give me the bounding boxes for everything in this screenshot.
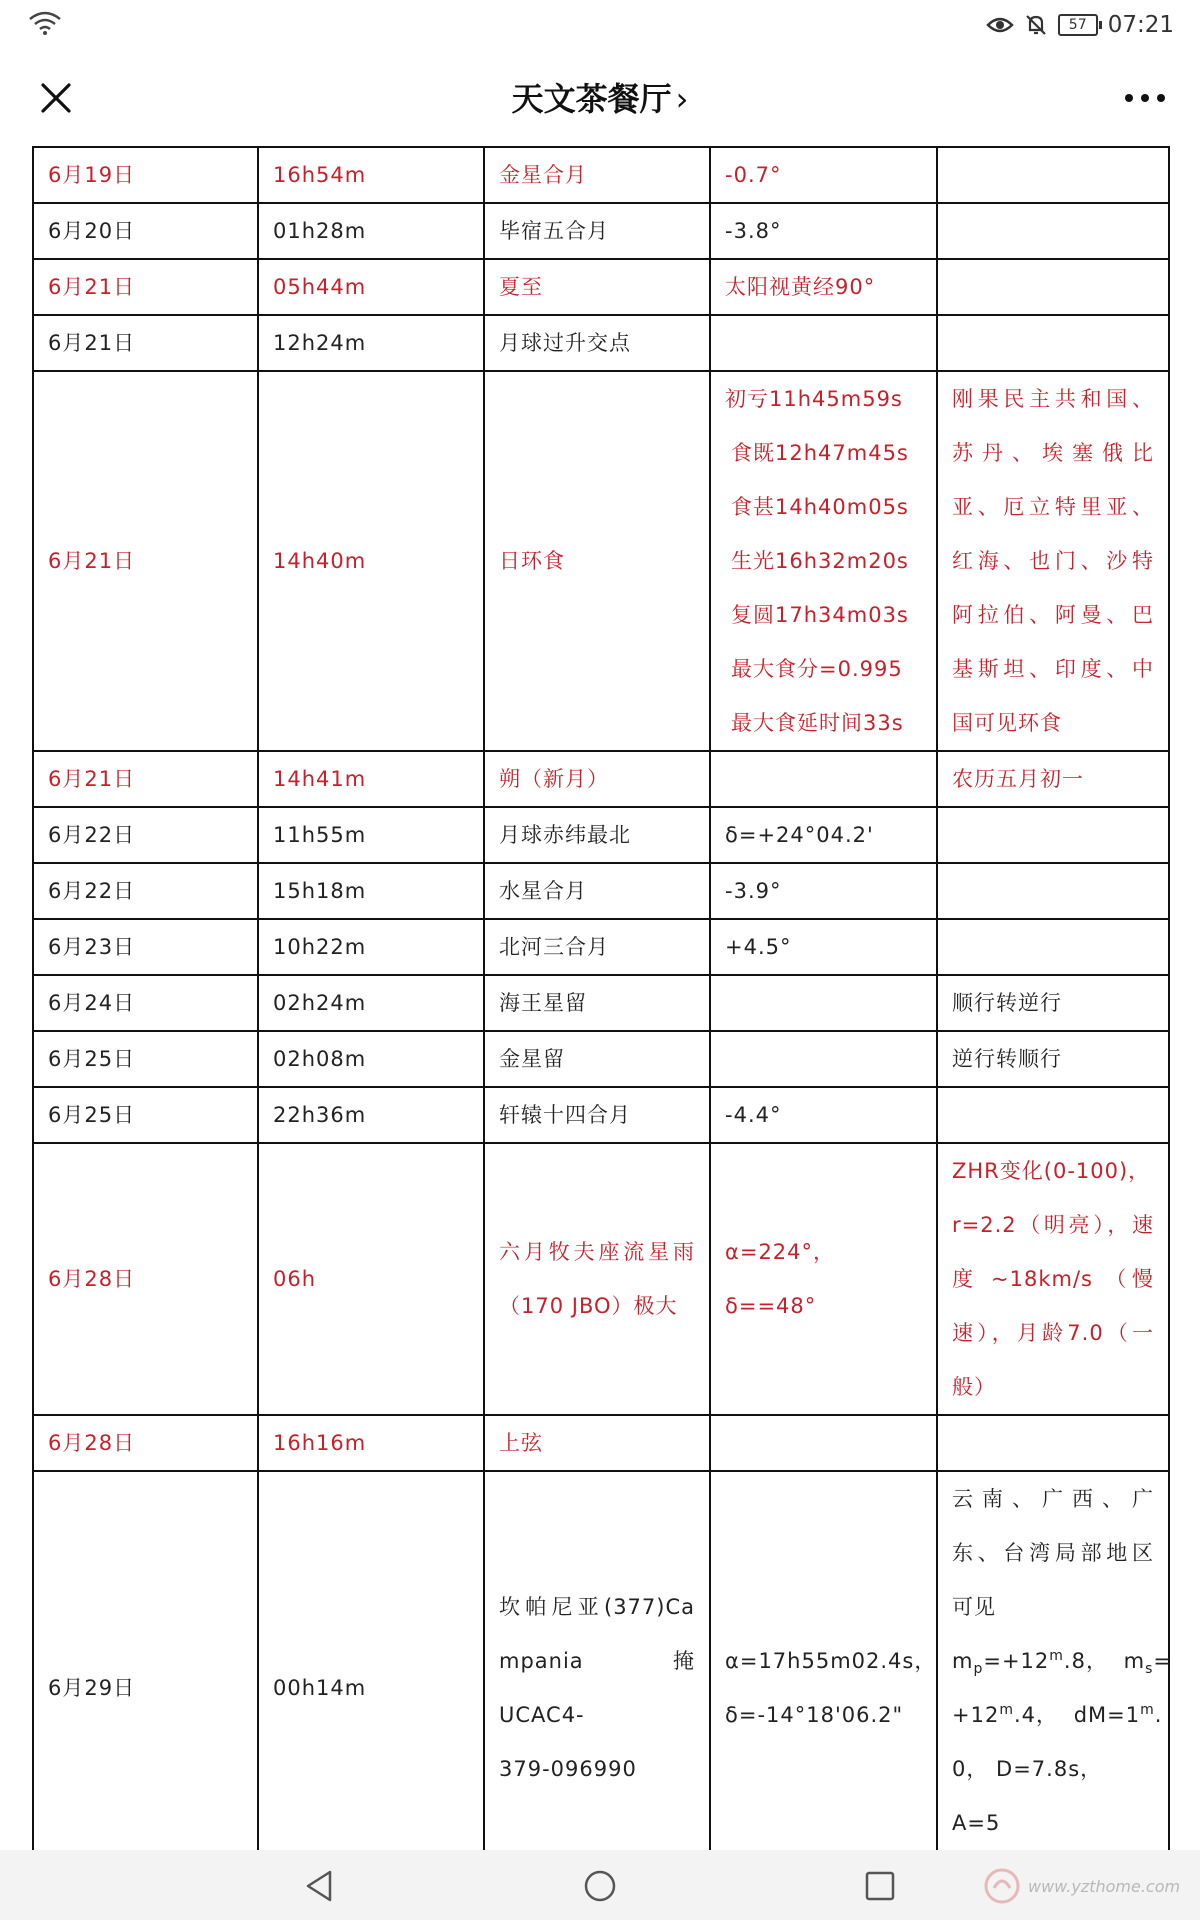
data-line: 初亏11h45m59s — [725, 387, 903, 411]
note-cell — [937, 1471, 1173, 1905]
note-cell — [937, 371, 1169, 751]
data-cell: -3.9° — [710, 863, 937, 919]
note-cell — [937, 203, 1169, 259]
time-cell: 05h44m — [258, 259, 484, 315]
data-cell — [710, 1471, 937, 1905]
table-row — [33, 315, 1169, 371]
time-cell: 00h14m — [258, 1471, 484, 1905]
data-line: δ=-14°18'06.2" — [725, 1703, 904, 1727]
data-cell — [710, 1415, 937, 1471]
note-cell: 农历五月初一 — [937, 751, 1169, 807]
note-line: 刚果民主共和国、 — [952, 387, 1154, 411]
battery-icon: 57 — [1058, 14, 1098, 36]
note-cell: 顺行转逆行 — [937, 975, 1169, 1031]
date-cell: 6月23日 — [33, 919, 258, 975]
data-line: 复圆17h34m03s — [731, 603, 909, 627]
data-line: 最大食分=0.995 — [731, 657, 903, 681]
note-cell — [937, 1087, 1169, 1143]
time-cell: 14h41m — [258, 751, 484, 807]
data-cell — [710, 975, 937, 1031]
table-row — [33, 1415, 1169, 1471]
note-cell: 逆行转顺行 — [937, 1031, 1169, 1087]
eye-icon — [986, 15, 1014, 35]
note-line: 红海、也门、沙特 — [952, 549, 1154, 573]
data-cell — [710, 315, 937, 371]
event-line: 六月牧夫座流星雨 — [499, 1240, 695, 1264]
event-cell: 轩辕十四合月 — [484, 1087, 710, 1143]
event-cell: 日环食 — [484, 371, 710, 751]
page-title[interactable] — [0, 74, 1200, 120]
table-row — [33, 751, 1169, 807]
time-cell: 10h22m — [258, 919, 484, 975]
bell-off-icon — [1024, 13, 1048, 37]
time-cell: 16h54m — [258, 147, 484, 203]
event-cell: 上弦 — [484, 1415, 710, 1471]
date-cell: 6月29日 — [33, 1471, 258, 1905]
note-line: ZHR变化(0-100)， — [952, 1159, 1151, 1183]
table-row — [33, 203, 1169, 259]
table-row — [33, 807, 1169, 863]
data-cell: -4.4° — [710, 1087, 937, 1143]
note-line: 阿拉伯、阿曼、巴 — [952, 603, 1154, 627]
date-cell: 6月19日 — [33, 147, 258, 203]
table-row — [33, 1471, 1169, 1905]
event-cell: 朔（新月） — [484, 751, 710, 807]
time-cell: 15h18m — [258, 863, 484, 919]
event-cell: 北河三合月 — [484, 919, 710, 975]
article-content[interactable] — [32, 146, 1173, 1850]
table-row — [33, 1087, 1169, 1143]
data-cell: α=224°，δ==48° — [710, 1143, 937, 1415]
time-cell: 22h36m — [258, 1087, 484, 1143]
data-line: 最大食延时间33s — [731, 711, 904, 735]
date-cell: 6月24日 — [33, 975, 258, 1031]
data-line: 生光16h32m20s — [731, 549, 909, 573]
note-line: 亚、厄立特里亚、 — [952, 495, 1154, 519]
event-line: 379-096990 — [499, 1757, 637, 1781]
event-cell — [484, 1143, 710, 1415]
watermark-logo-icon — [982, 1866, 1022, 1906]
back-triangle-icon[interactable] — [298, 1864, 342, 1908]
note-line-magnitudes: $m_p=+12^m.8$， $m_s=$ — [952, 1648, 1173, 1678]
date-cell: 6月21日 — [33, 259, 258, 315]
table-row — [33, 863, 1169, 919]
time-cell: 12h24m — [258, 315, 484, 371]
date-cell: 6月21日 — [33, 315, 258, 371]
data-cell — [710, 751, 937, 807]
data-line: α=17h55m02.4s， — [725, 1649, 937, 1673]
event-cell: 月球赤纬最北 — [484, 807, 710, 863]
time-cell: 16h16m — [258, 1415, 484, 1471]
astro-events-table — [32, 146, 1173, 1906]
data-cell: δ=+24°04.2' — [710, 807, 937, 863]
event-line: mpania 掩 UCAC4- — [499, 1649, 695, 1727]
table-row — [33, 147, 1169, 203]
event-cell: 夏至 — [484, 259, 710, 315]
event-cell: 毕宿五合月 — [484, 203, 710, 259]
date-cell: 6月28日 — [33, 1143, 258, 1415]
note-line-magnitudes-2: $+12^m.4$， $dM=1^m$. — [952, 1702, 1163, 1727]
date-cell: 6月21日 — [33, 371, 258, 751]
data-line: 食既12h47m45s — [731, 441, 909, 465]
data-cell: -0.7° — [710, 147, 937, 203]
note-cell — [937, 259, 1169, 315]
chevron-right-icon: › — [675, 80, 689, 118]
note-cell — [937, 919, 1169, 975]
event-line: （170 JBO）极大 — [499, 1294, 678, 1318]
time-cell: 02h08m — [258, 1031, 484, 1087]
data-cell — [710, 1031, 937, 1087]
more-icon[interactable] — [1120, 80, 1170, 116]
nav-bar — [0, 50, 1200, 146]
date-cell: 6月22日 — [33, 863, 258, 919]
time-cell: 06h — [258, 1143, 484, 1415]
time-cell: 14h40m — [258, 371, 484, 751]
note-line: 般） — [952, 1375, 996, 1399]
event-cell: 海王星留 — [484, 975, 710, 1031]
event-line: 坎帕尼亚(377)Ca — [499, 1595, 695, 1619]
status-bar — [0, 0, 1200, 50]
note-line: 0， D=7.8s， A=5 — [952, 1757, 1103, 1835]
status-time: 07:21 — [1107, 12, 1174, 38]
note-cell — [937, 315, 1169, 371]
time-cell: 01h28m — [258, 203, 484, 259]
date-cell: 6月28日 — [33, 1415, 258, 1471]
watermark-text: www.yzthome.com — [1028, 1876, 1181, 1896]
recents-square-icon[interactable] — [858, 1864, 902, 1908]
page-title-text: 天文茶餐厅 — [511, 80, 672, 118]
table-row — [33, 371, 1169, 751]
event-cell: 水星合月 — [484, 863, 710, 919]
date-cell: 6月25日 — [33, 1087, 258, 1143]
event-cell: 金星合月 — [484, 147, 710, 203]
data-cell: -3.8° — [710, 203, 937, 259]
note-line: 速），月龄7.0（一 — [952, 1321, 1154, 1345]
time-cell: 02h24m — [258, 975, 484, 1031]
note-line: 苏丹、埃塞俄比 — [952, 441, 1154, 465]
note-line: 度 ~18km/s （慢 — [952, 1267, 1154, 1291]
date-cell: 6月20日 — [33, 203, 258, 259]
date-cell: 6月21日 — [33, 751, 258, 807]
note-line: 可见 — [952, 1595, 996, 1619]
event-cell: 金星留 — [484, 1031, 710, 1087]
data-cell: +4.5° — [710, 919, 937, 975]
time-cell: 11h55m — [258, 807, 484, 863]
watermark — [982, 1864, 1182, 1908]
note-line: r=2.2（明亮），速 — [952, 1213, 1154, 1237]
note-cell — [937, 1143, 1169, 1415]
note-cell — [937, 807, 1169, 863]
table-row — [33, 919, 1169, 975]
wifi-icon — [28, 10, 62, 36]
date-cell: 6月22日 — [33, 807, 258, 863]
table-row — [33, 259, 1169, 315]
home-circle-icon[interactable] — [578, 1864, 622, 1908]
system-nav-bar — [0, 1850, 1200, 1920]
note-line: 云南、广西、广 — [952, 1487, 1154, 1511]
note-line: 国可见环食 — [952, 711, 1062, 735]
event-cell: 月球过升交点 — [484, 315, 710, 371]
event-cell — [484, 1471, 710, 1905]
table-row — [33, 975, 1169, 1031]
note-line: 基斯坦、印度、中 — [952, 657, 1154, 681]
data-line: 食甚14h40m05s — [731, 495, 909, 519]
note-cell — [937, 147, 1169, 203]
date-cell: 6月25日 — [33, 1031, 258, 1087]
data-cell: 太阳视黄经90° — [710, 259, 937, 315]
table-row — [33, 1031, 1169, 1087]
note-line: 东、台湾局部地区 — [952, 1541, 1154, 1565]
note-cell — [937, 863, 1169, 919]
table-row — [33, 1143, 1169, 1415]
data-cell — [710, 371, 937, 751]
note-cell — [937, 1415, 1169, 1471]
